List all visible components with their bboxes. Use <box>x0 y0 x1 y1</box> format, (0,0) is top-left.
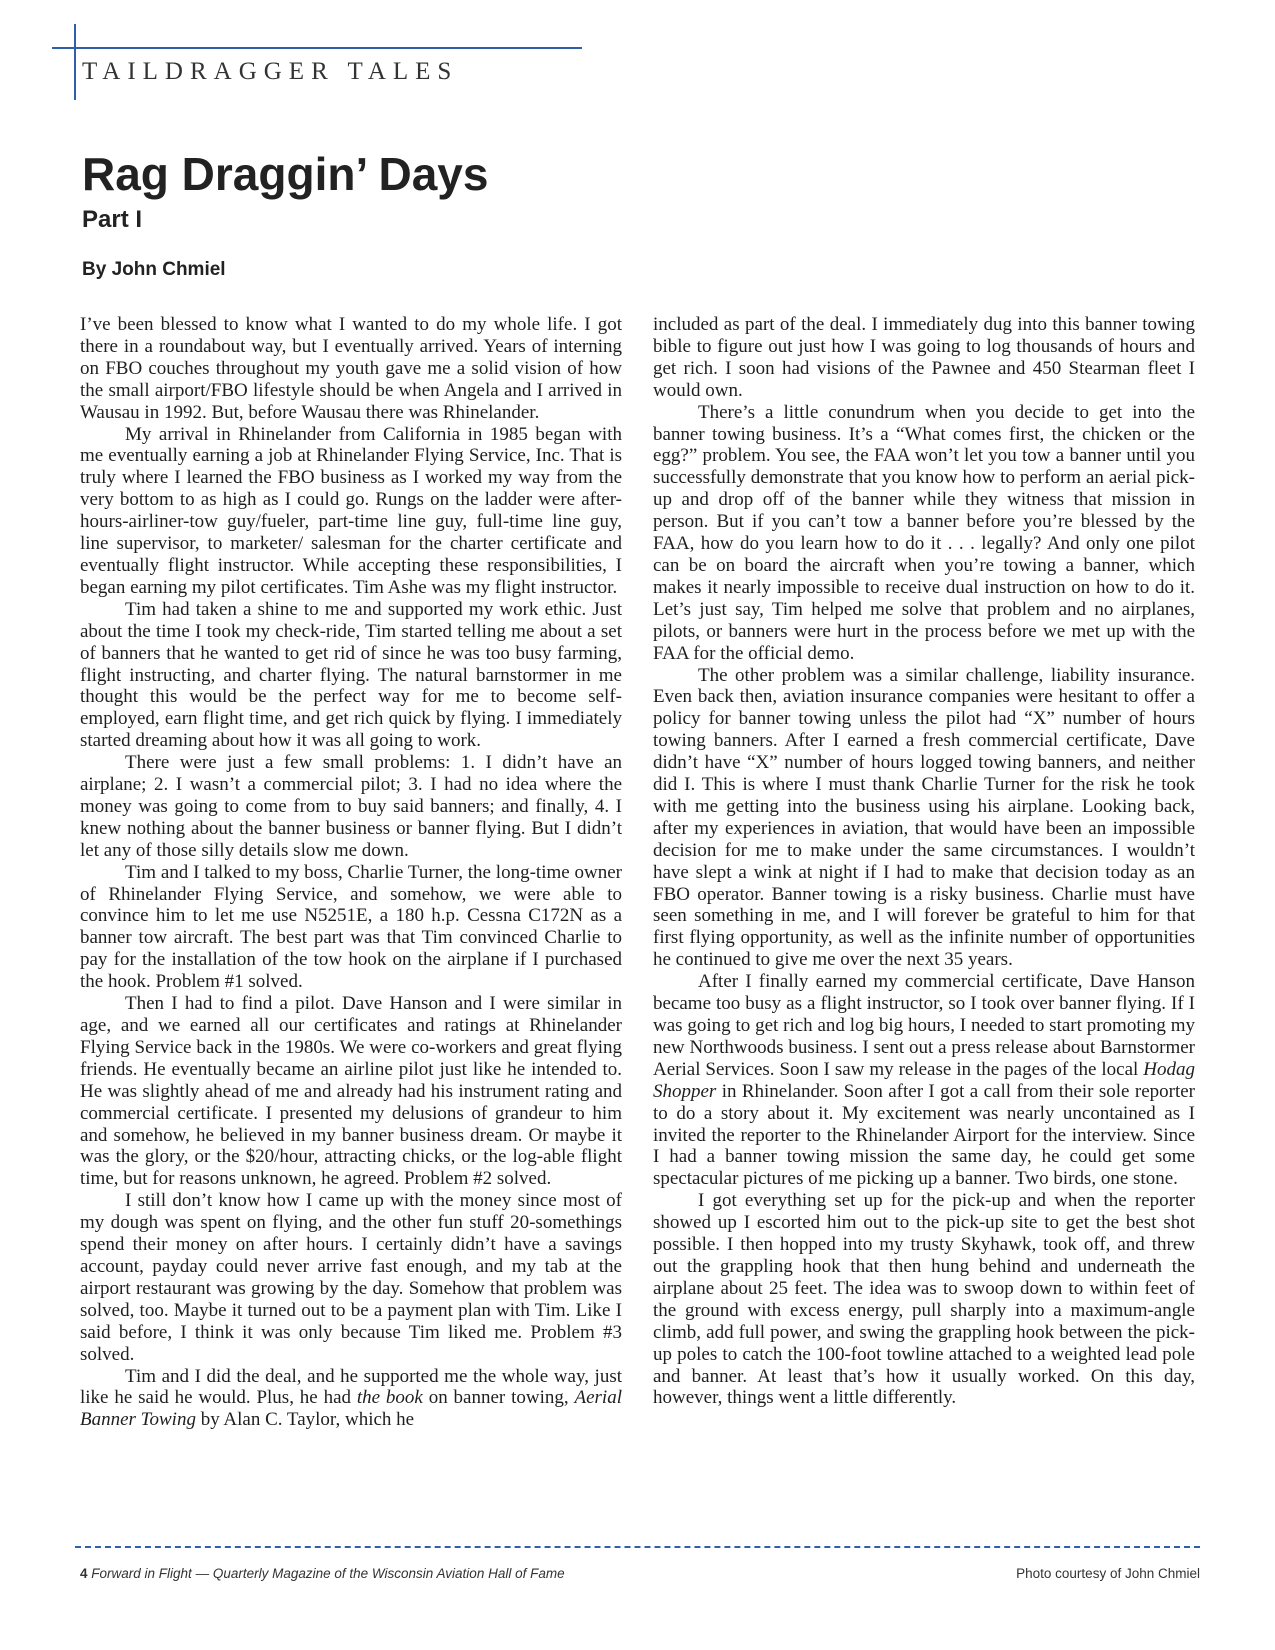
paragraph: My arrival in Rhinelander from California in 1985 began with me eventually earning a job at Rhinelander Flying Service, Inc. That is truly where I learned the FBO business as I worked my way from the very bottom to as high as I could go. Rungs on the ladder were after-hours-airliner-tow guy/fueler, part-time line guy, full-time line guy, line supervisor, to marketer/ salesman for the charter certificate and eventually flight instructor. While accepting these responsibilities, I began earning my pilot certificates. Tim Ashe was my flight instructor. <box>80 423 622 598</box>
paragraph: Then I had to find a pilot. Dave Hanson and I were similar in age, and we earned all our certificates and ratings at Rhinelander Flying Service back in the 1980s. We were co-workers and great flying friends. He eventually became an airline pilot just like he intended to. He was slightly ahead of me and already had his instrument rating and commercial certificate. I presented my delusions of grandeur to him and somehow, he believed in my banner business dream. Or maybe it was the glory, or the $20/hour, attracting chicks, or the log-able flight time, but for reasons unknown, he agreed. Problem #2 solved. <box>80 993 622 1190</box>
text-run: by Alan C. Taylor, which he <box>195 1409 415 1431</box>
article-subtitle: Part I <box>82 206 143 233</box>
paragraph: Tim had taken a shine to me and supported my work ethic. Just about the time I took my check-ride, Tim started telling me about a set of banners that he wanted to get rid of since he was too busy farming, flight instructing, and charter flying. The natural barnstormer in me thought this would be the perfect way for me to become self-employed, earn flight time, and get rich quick by flying. I immediately started dreaming about how it was all going to work. <box>80 598 622 752</box>
right-column <box>653 314 1195 1409</box>
photo-credit: Photo courtesy of John Chmiel <box>1016 1566 1200 1581</box>
article-title: Rag Draggin’ Days <box>82 148 489 200</box>
paragraph <box>653 971 1195 1190</box>
header-rule-horizontal <box>52 47 582 49</box>
text-run: on banner towing, <box>422 1387 575 1409</box>
text-run: Tim and I did the deal, and he supported me the whole way, just like he said he would. Plus, he had <box>80 1365 622 1409</box>
book-reference: the book <box>356 1387 423 1409</box>
left-column <box>80 314 622 1431</box>
text-run: After I finally earned my commercial certificate, Dave Hanson became too busy as a flight instructor, so I took over banner flying. If I was going to get rich and log big hours, I needed to start promoting my new Northwoods business. I sent out a press release about Barnstormer Aerial Services. Soon I saw my release in the pages of the local <box>653 971 1195 1080</box>
paragraph: included as part of the deal. I immediately dug into this banner towing bible to figure out just how I was going to log thousands of hours and get rich. I soon had visions of the Pawnee and 450 Stearman fleet I would own. <box>653 314 1195 401</box>
paragraph: There’s a little conundrum when you decide to get into the banner towing business. It’s a “What comes first, the chicken or the egg?” problem. You see, the FAA won’t let you tow a banner until you successfully demonstrate that you know how to perform an aerial pick-up and drop off of the banner while they witness that mission in person. But if you can’t tow a banner before you’re blessed by the FAA, how do you learn how to do it . . . legally? And only one pilot can be on board the aircraft when you’re towing a banner, which makes it nearly impossible to receive dual instruction on how to do it. Let’s just say, Tim helped me solve that problem and no airplanes, pilots, or banners were hurt in the process before we met up with the FAA for the official demo. <box>653 401 1195 664</box>
paragraph: I still don’t know how I came up with the money since most of my dough was spent on flying, and the other fun stuff 20-somethings spend their money on after hours. I certainly didn’t have a savings account, payday could never arrive fast enough, and my tab at the airport restaurant was growing by the day. Somehow that problem was solved, too. Maybe it turned out to be a payment plan with Tim. Like I said before, I think it was only because Tim liked me. Problem #3 solved. <box>80 1190 622 1365</box>
page-number: 4 <box>80 1566 88 1581</box>
article-byline: By John Chmiel <box>82 259 226 280</box>
paragraph: There were just a few small problems: 1. I didn’t have an airplane; 2. I wasn’t a commercial pilot; 3. I had no idea where the money was going to come from to buy said banners; and finally, 4. I knew nothing about the banner business or banner flying. But I didn’t let any of those silly details slow me down. <box>80 752 622 861</box>
footer-divider <box>75 1546 1200 1548</box>
footer-publication <box>80 1566 565 1581</box>
paragraph: I’ve been blessed to know what I wanted to do my whole life. I got there in a roundabout way, but I eventually arrived. Years of interning on FBO couches throughout my youth gave me a solid vision of how the small airport/FBO lifestyle should be when Angela and I arrived in Wausau in 1992. But, before Wausau there was Rhinelander. <box>80 314 622 423</box>
book-title: Aerial Banner Towing <box>80 1387 622 1431</box>
text-run: in Rhinelander. Soon after I got a call from their sole reporter to do a story about it. My excitement was nearly uncontained as I invited the reporter to the Rhinelander Airport for the interview. Since I had a banner towing mission the same day, he could get some spectacular pictures of me picking up a banner. Two birds, one stone. <box>653 1080 1195 1190</box>
paragraph: Tim and I talked to my boss, Charlie Turner, the long-time owner of Rhinelander Flying Service, and somehow, we were able to convince him to let me use N5251E, a 180 h.p. Cessna C172N as a banner tow aircraft. The best part was that Tim convinced Charlie to pay for the installation of the tow hook on the airplane if I purchased the hook. Problem #1 solved. <box>80 861 622 993</box>
section-label: TAILDRAGGER TALES <box>82 58 459 85</box>
publication-name: Forward in Flight — Quarterly Magazine of the Wisconsin Aviation Hall of Fame <box>91 1566 565 1581</box>
newspaper-name: Hodag Shopper <box>653 1058 1195 1102</box>
paragraph: The other problem was a similar challenge, liability insurance. Even back then, aviation insurance companies were hesitant to offer a policy for banner towing unless the pilot had “X” number of hours towing banners. After I earned a fresh commercial certificate, Dave didn’t have “X” number of hours logged towing banners, and neither did I. This is where I must thank Charlie Turner for the risk he took with me getting into the business using his airplane. Looking back, after my experiences in aviation, that would have been an impossible decision for me to make under the same circumstances. I wouldn’t have slept a wink at night if I had to make that decision today as an FBO operator. Banner towing is a risky business. Charlie must have seen something in me, and I will forever be grateful to him for that first flying opportunity, as well as the infinite number of opportunities he continued to give me over the next 35 years. <box>653 664 1195 971</box>
paragraph <box>80 1366 622 1432</box>
paragraph: I got everything set up for the pick-up and when the reporter showed up I escorted him out to the pick-up site to get the best shot possible. I then hopped into my trusty Skyhawk, took off, and threw out the grappling hook that then hung behind and underneath the airplane about 25 feet. The idea was to swoop down to within feet of the ground with excess energy, pull sharply into a maximum-angle climb, add full power, and swing the grappling hook between the pick-up poles to catch the 100-foot towline attached to a weighted lead pole and banner. At least that’s how it usually worked. On this day, however, things went a little differently. <box>653 1190 1195 1409</box>
header-rule-vertical <box>74 24 76 100</box>
